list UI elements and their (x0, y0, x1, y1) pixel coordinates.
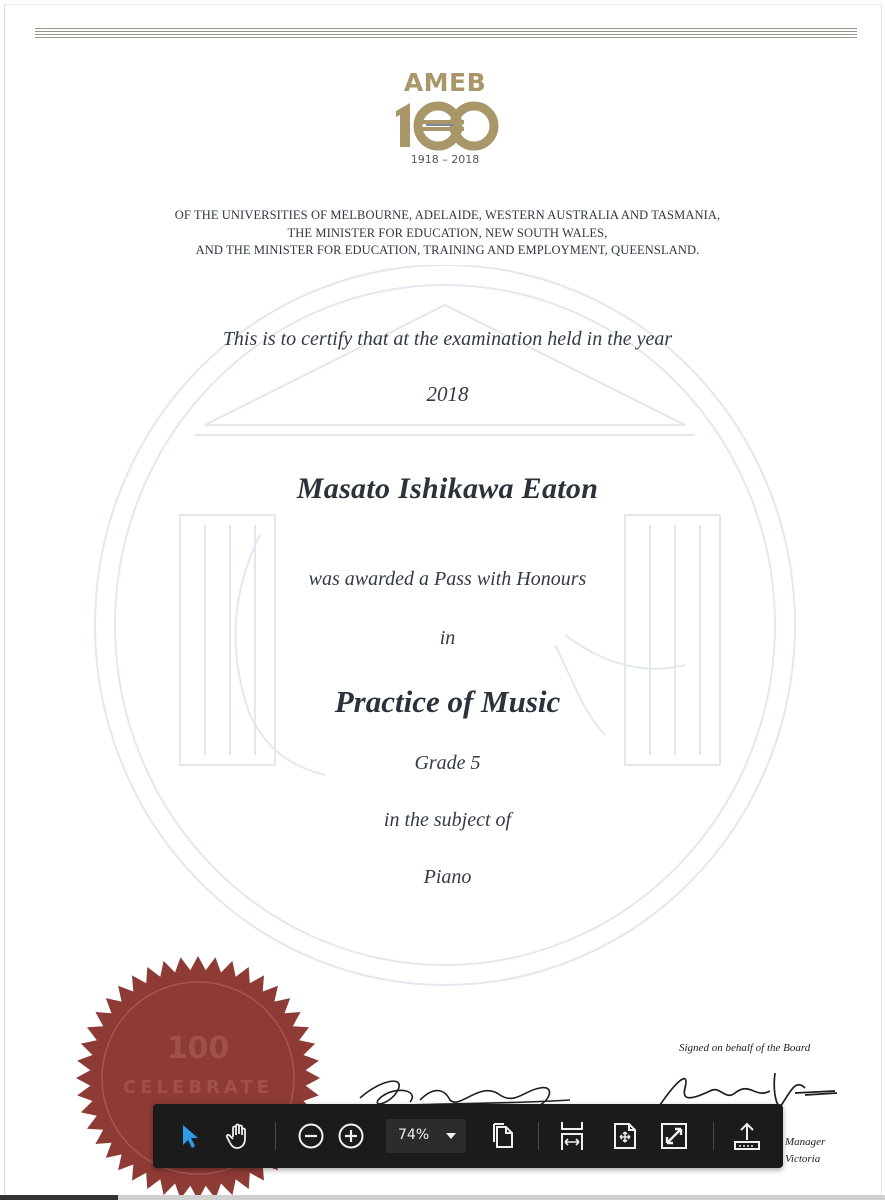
fit-page-icon (612, 1122, 638, 1150)
ameb-centenary-logo (375, 69, 515, 181)
fit-width-button[interactable] (554, 1118, 590, 1154)
exam-year: 2018 (426, 382, 469, 406)
fullscreen-icon (660, 1122, 688, 1150)
institutions-line-3: AND THE MINISTER FOR EDUCATION, TRAINING AND EMPLOYMENT, QUEENSLAND. (195, 243, 700, 257)
svg-text:CELEBRATE: CELEBRATE (123, 1077, 273, 1098)
share-upload-button[interactable] (729, 1118, 765, 1154)
logo-100-mark (390, 99, 500, 151)
certify-statement: This is to certify that at the examination held in the year (222, 328, 673, 350)
zoom-in-icon (337, 1122, 365, 1150)
subject-name: Piano (423, 866, 472, 888)
viewer-toolbar (153, 1104, 783, 1168)
zoom-out-button[interactable] (293, 1118, 329, 1154)
institutions-line-1: OF THE UNIVERSITIES OF MELBOURNE, ADELAIDE, WESTERN AUSTRALIA AND TASMANIA, (174, 208, 721, 222)
signatory-title: Manager (785, 1136, 826, 1148)
zoom-level-dropdown[interactable] (386, 1119, 466, 1153)
chevron-down-icon (446, 1133, 456, 1139)
fullscreen-button[interactable] (656, 1118, 692, 1154)
signed-on-behalf-label: Signed on behalf of the Board (679, 1042, 811, 1054)
svg-text:100: 100 (166, 1031, 230, 1066)
recipient-name: Masato Ishikawa Eaton (296, 472, 599, 505)
hand-tool-button[interactable] (221, 1118, 257, 1154)
zoom-out-icon (297, 1122, 325, 1150)
zoom-in-button[interactable] (333, 1118, 369, 1154)
logo-title: AMEB (403, 68, 487, 97)
copy-page-icon (491, 1122, 517, 1150)
hand-icon (225, 1122, 253, 1150)
zoom-level-value: 74% (398, 1127, 430, 1143)
institutions-line-2: THE MINISTER FOR EDUCATION, NEW SOUTH WALES, (287, 225, 608, 240)
certificate-page (4, 4, 882, 1196)
logo-years: 1918 – 2018 (410, 153, 480, 166)
signatory-state: Victoria (785, 1153, 821, 1165)
window-bottom-strip (0, 1195, 885, 1200)
decorative-top-rule (35, 28, 857, 41)
course-name: Practice of Music (334, 684, 561, 719)
in-text: in (439, 627, 456, 649)
subject-of-text: in the subject of (383, 809, 512, 831)
select-tool-button[interactable] (171, 1118, 207, 1154)
grade-level: Grade 5 (414, 752, 481, 774)
upload-icon (732, 1121, 762, 1151)
fit-width-icon (559, 1120, 585, 1152)
institutions-block (65, 207, 830, 260)
award-statement: was awarded a Pass with Honours (308, 568, 587, 590)
fit-page-button[interactable] (607, 1118, 643, 1154)
pointer-icon (178, 1123, 200, 1149)
copy-page-button[interactable] (486, 1118, 522, 1154)
